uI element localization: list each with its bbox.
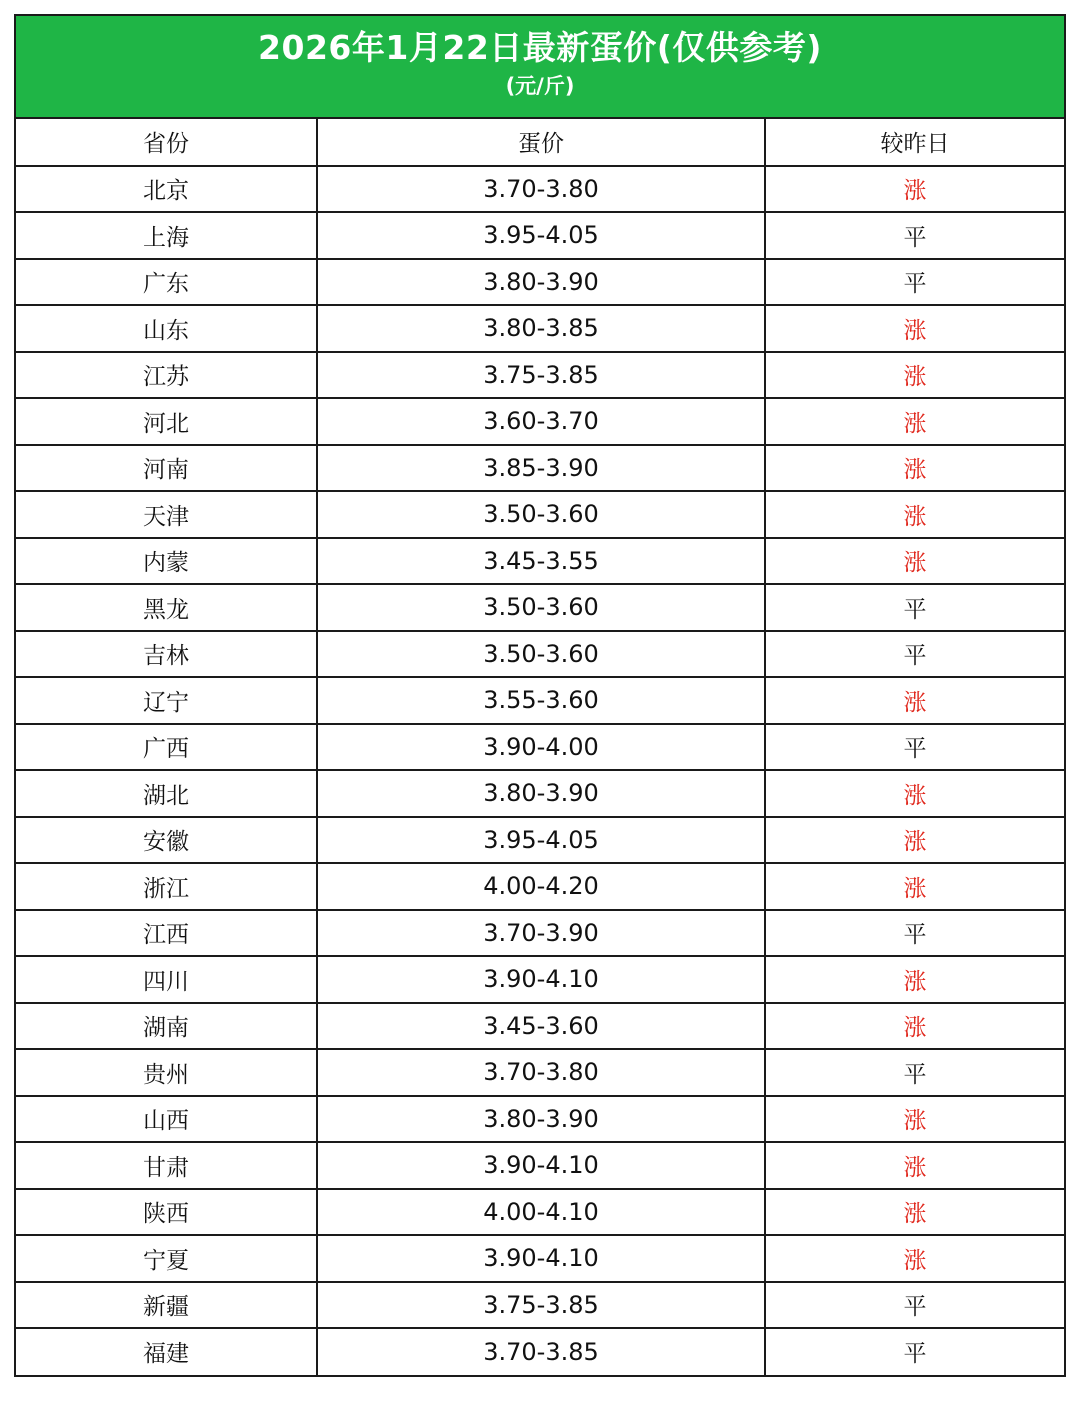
change-cell: 平 [765, 910, 1064, 957]
change-cell: 涨 [765, 863, 1064, 910]
province-cell: 安徽 [16, 817, 317, 864]
price-cell: 3.60-3.70 [317, 398, 765, 445]
header-price: 蛋价 [317, 119, 765, 166]
price-cell: 3.45-3.55 [317, 538, 765, 585]
table-row [16, 398, 1064, 445]
change-cell: 平 [765, 1282, 1064, 1329]
price-cell: 3.75-3.85 [317, 352, 765, 399]
price-cell: 3.95-4.05 [317, 817, 765, 864]
egg-price-sheet [14, 14, 1066, 1377]
price-cell: 3.70-3.90 [317, 910, 765, 957]
header-row [16, 119, 1064, 166]
price-cell: 3.45-3.60 [317, 1003, 765, 1050]
price-cell: 3.80-3.90 [317, 259, 765, 306]
change-cell: 平 [765, 1328, 1064, 1375]
change-cell: 涨 [765, 1189, 1064, 1236]
price-cell: 3.90-4.00 [317, 724, 765, 771]
table-row [16, 724, 1064, 771]
province-cell: 浙江 [16, 863, 317, 910]
price-cell: 4.00-4.10 [317, 1189, 765, 1236]
price-unit: (元/斤) [505, 74, 575, 98]
province-cell: 湖北 [16, 770, 317, 817]
change-cell: 平 [765, 724, 1064, 771]
change-cell: 涨 [765, 956, 1064, 1003]
page-title: 2026年1月22日最新蛋价(仅供参考) [258, 28, 822, 67]
province-cell: 宁夏 [16, 1235, 317, 1282]
table-row [16, 491, 1064, 538]
change-cell: 涨 [765, 166, 1064, 213]
price-cell: 3.80-3.90 [317, 770, 765, 817]
province-cell: 贵州 [16, 1049, 317, 1096]
table-row [16, 1189, 1064, 1236]
title-banner [16, 16, 1064, 119]
province-cell: 内蒙 [16, 538, 317, 585]
province-cell: 河北 [16, 398, 317, 445]
price-table [16, 119, 1064, 1375]
change-cell: 涨 [765, 305, 1064, 352]
price-cell: 3.90-4.10 [317, 1142, 765, 1189]
province-cell: 四川 [16, 956, 317, 1003]
change-cell: 涨 [765, 398, 1064, 445]
price-cell: 3.70-3.85 [317, 1328, 765, 1375]
header-province: 省份 [16, 119, 317, 166]
header-change: 较昨日 [765, 119, 1064, 166]
change-cell: 涨 [765, 491, 1064, 538]
table-row [16, 863, 1064, 910]
change-cell: 涨 [765, 445, 1064, 492]
change-cell: 涨 [765, 770, 1064, 817]
table-row [16, 1328, 1064, 1375]
table-row [16, 770, 1064, 817]
table-row [16, 1282, 1064, 1329]
table-row [16, 677, 1064, 724]
province-cell: 河南 [16, 445, 317, 492]
table-row [16, 631, 1064, 678]
table-row [16, 817, 1064, 864]
change-cell: 涨 [765, 1142, 1064, 1189]
price-cell: 3.90-4.10 [317, 956, 765, 1003]
change-cell: 涨 [765, 1235, 1064, 1282]
province-cell: 福建 [143, 1341, 189, 1368]
province-cell: 陕西 [16, 1189, 317, 1236]
table-row [16, 352, 1064, 399]
table-row [16, 259, 1064, 306]
price-cell: 3.75-3.85 [317, 1282, 765, 1329]
price-cell: 3.50-3.60 [317, 631, 765, 678]
province-cell: 山东 [16, 305, 317, 352]
province-cell: 广西 [16, 724, 317, 771]
table-row [16, 584, 1064, 631]
table-row [16, 538, 1064, 585]
province-cell: 吉林 [16, 631, 317, 678]
price-cell: 4.00-4.20 [317, 863, 765, 910]
table-row [16, 1096, 1064, 1143]
table-row [16, 1235, 1064, 1282]
province-cell: 山西 [16, 1096, 317, 1143]
province-cell: 广东 [16, 259, 317, 306]
change-cell: 涨 [765, 817, 1064, 864]
change-cell: 平 [765, 584, 1064, 631]
province-cell: 甘肃 [16, 1142, 317, 1189]
province-cell: 湖南 [16, 1003, 317, 1050]
change-cell: 涨 [765, 1096, 1064, 1143]
change-cell: 涨 [765, 677, 1064, 724]
province-cell: 江苏 [16, 352, 317, 399]
price-cell: 3.55-3.60 [317, 677, 765, 724]
province-cell: 江西 [16, 910, 317, 957]
price-cell: 3.85-3.90 [317, 445, 765, 492]
price-cell: 3.80-3.85 [317, 305, 765, 352]
price-cell: 3.50-3.60 [317, 584, 765, 631]
province-cell: 天津 [16, 491, 317, 538]
change-cell: 平 [765, 259, 1064, 306]
table-row [16, 212, 1064, 259]
province-cell: 上海 [16, 212, 317, 259]
table-row [16, 1049, 1064, 1096]
table-row [16, 1142, 1064, 1189]
change-cell: 平 [765, 1049, 1064, 1096]
table-row [16, 166, 1064, 213]
province-cell: 辽宁 [16, 677, 317, 724]
table-row [16, 956, 1064, 1003]
price-cell: 3.90-4.10 [317, 1235, 765, 1282]
price-cell: 3.50-3.60 [317, 491, 765, 538]
price-cell: 3.70-3.80 [317, 166, 765, 213]
table-row [16, 910, 1064, 957]
table-row [16, 445, 1064, 492]
change-cell: 涨 [765, 352, 1064, 399]
province-cell: 北京 [16, 166, 317, 213]
change-cell: 涨 [765, 1003, 1064, 1050]
change-cell: 平 [765, 631, 1064, 678]
table-row [16, 1003, 1064, 1050]
province-cell: 新疆 [16, 1282, 317, 1329]
change-cell: 涨 [765, 538, 1064, 585]
price-cell: 3.80-3.90 [317, 1096, 765, 1143]
table-body [16, 166, 1064, 1375]
table-row [16, 305, 1064, 352]
price-cell: 3.95-4.05 [317, 212, 765, 259]
province-cell: 黑龙 [16, 584, 317, 631]
price-cell: 3.70-3.80 [317, 1049, 765, 1096]
change-cell: 平 [765, 212, 1064, 259]
